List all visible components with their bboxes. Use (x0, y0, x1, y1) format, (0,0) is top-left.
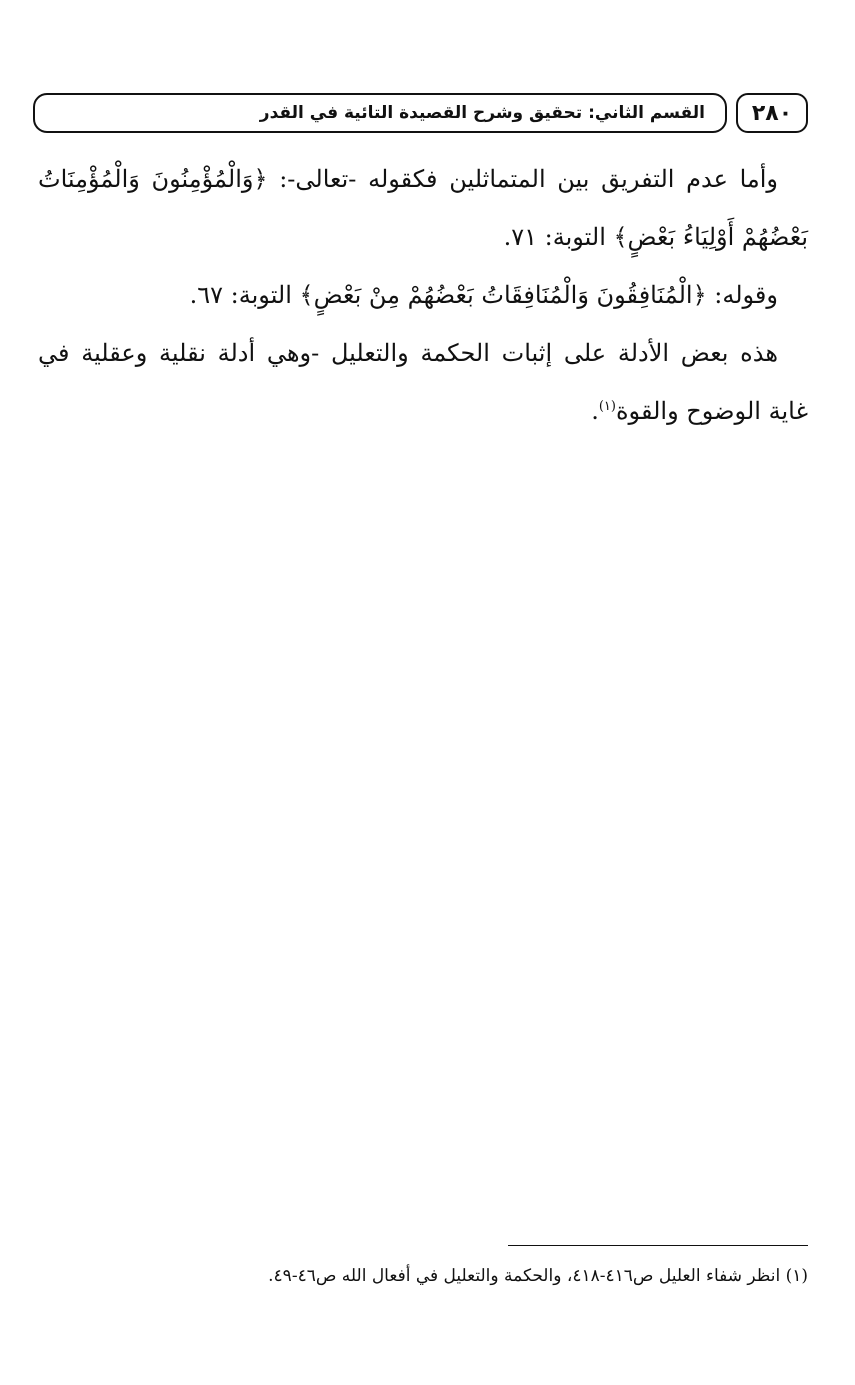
paragraph-2-text: وقوله: ﴿الْمُنَافِقُونَ وَالْمُنَافِقَاتُ بَعْضُهُمْ مِنْ بَعْضٍ﴾ التوبة: ٦٧. (189, 281, 778, 309)
paragraph-3-line-2: الوضوح والقوة (615, 397, 761, 425)
paragraph-2 (38, 266, 808, 324)
page-number: ٢٨٠ (751, 100, 793, 126)
paragraph-1 (38, 150, 808, 266)
main-text (38, 150, 808, 440)
paragraph-3-end: . (591, 397, 599, 425)
paragraph-3-line-1: هذه بعض الأدلة على إثبات الحكمة والتعليل -وهي أدلة نقلية وعقلية في غاية (38, 339, 808, 425)
footnote-text: (١) انظر شفاء العليل ص٤١٦-٤١٨، والحكمة والتعليل في أفعال الله ص٤٦-٤٩. (268, 1266, 808, 1286)
footnote-marker[interactable]: (١) (598, 399, 616, 414)
page-header (33, 93, 808, 137)
paragraph-3 (38, 324, 808, 440)
running-title: القسم الثاني: تحقيق وشرح القصيدة التائية في القدر (259, 103, 705, 123)
paragraph-1-line-1: وأما عدم التفريق بين المتماثلين فكقوله -تعالى-: ﴿وَالْمُؤْمِنُونَ وَالْمُؤْمِنَاتُ (38, 165, 778, 193)
footnote (38, 1262, 808, 1290)
header-title-frame (33, 93, 727, 133)
page-number-frame (736, 93, 808, 133)
footnote-divider (508, 1245, 808, 1246)
paragraph-1-line-2: بَعْضُهُمْ أَوْلِيَاءُ بَعْضٍ﴾ التوبة: ٧١. (503, 223, 808, 251)
